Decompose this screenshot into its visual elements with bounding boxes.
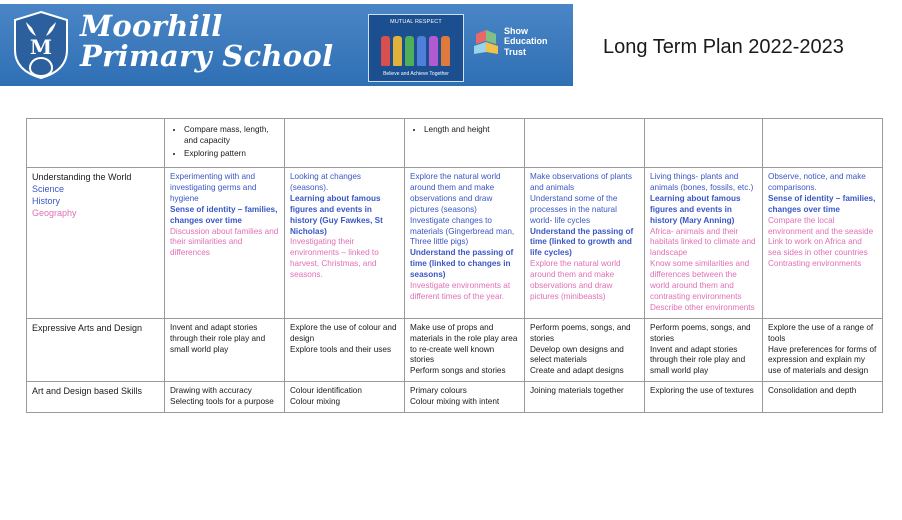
- cell-line: Make observations of plants and animals: [530, 171, 632, 192]
- list-item: • Length and height: [424, 125, 519, 136]
- cell-line: Colour mixing with intent: [410, 397, 500, 407]
- cell-line: Investigate changes to materials (Gingerbread man, Three little pigs): [410, 215, 515, 247]
- trust-line2: Education: [504, 36, 548, 47]
- table-cell: [763, 167, 883, 318]
- cell-line: Africa- animals and their habitats linked to climate and landscape: [650, 226, 756, 258]
- table-cell: [165, 119, 285, 168]
- table-cell: [405, 167, 525, 318]
- cell-line: Consolidation and depth: [768, 386, 857, 396]
- cell-line: Understand some of the processes in the natural world- life cycles: [530, 193, 618, 225]
- cell-line: Perform poems, songs, and stories: [530, 322, 631, 343]
- cell-line: Colour mixing: [290, 397, 341, 407]
- cell-line: Have preferences for forms of expression and explain my use of materials and design: [768, 344, 877, 376]
- table-cell: [763, 119, 883, 168]
- cell-line: Learning about famous figures and events in history (Mary Anning): [650, 193, 741, 225]
- cell-line: Explore the use of a range of tools: [768, 322, 874, 343]
- table-cell: [405, 318, 525, 382]
- cell-line: Drawing with accuracy: [170, 386, 252, 396]
- cell-line: Primary colours: [410, 386, 467, 396]
- table-cell: [285, 382, 405, 413]
- table-cell: [525, 119, 645, 168]
- cell-line: Discussion about families and their similarities and differences: [170, 226, 279, 258]
- long-term-plan-table-wrapper: [26, 118, 882, 413]
- open-book-icon: [472, 28, 500, 54]
- table-cell: [405, 119, 525, 168]
- cell-line: Exploring the use of textures: [650, 386, 754, 396]
- cell-line: Understand the passing of time (linked to changes in seasons): [410, 248, 514, 280]
- cell-line: Looking at changes (seasons).: [290, 171, 362, 192]
- table-cell: [165, 382, 285, 413]
- school-crest-icon: [10, 10, 72, 80]
- table-cell: [763, 318, 883, 382]
- cell-line: Link to work on Africa and sea sides in other countries: [768, 237, 868, 258]
- row-header-cell: [27, 167, 165, 318]
- table-cell: [645, 318, 763, 382]
- cell-line: Understand the passing of time (linked to growth and life cycles): [530, 226, 634, 258]
- row-header-subject: History: [32, 195, 61, 206]
- table-cell: [285, 119, 405, 168]
- cell-line: Explore the natural world around them and make observations and draw pictures (seasons): [410, 171, 501, 214]
- trust-logo: [472, 20, 568, 76]
- table-cell: [405, 382, 525, 413]
- cell-line: Investigate environments at different times of the year.: [410, 281, 511, 301]
- cell-line: Learning about famous figures and events in history (Guy Fawkes, St Nicholas): [290, 193, 383, 236]
- cell-line: Know some similarities and differences between the world around them and contrasting environments: [650, 259, 750, 301]
- table-cell: [525, 167, 645, 318]
- long-term-plan-table: [26, 118, 883, 413]
- list-item: • Exploring pattern: [184, 149, 279, 160]
- row-header-cell: [27, 382, 165, 413]
- svg-text:M: M: [29, 35, 53, 59]
- badge-top-label: MUTUAL RESPECT: [390, 19, 442, 25]
- badge-bottom-label: Believe and Achieve Together: [383, 71, 449, 77]
- cell-line: Selecting tools for a purpose: [170, 397, 274, 407]
- table-row: [27, 382, 883, 413]
- school-name-line1: Moorhill: [80, 9, 223, 43]
- list-item: • Compare mass, length, and capacity: [184, 125, 279, 146]
- cell-line: Explore tools and their uses: [290, 344, 392, 354]
- row-header-title: Understanding the World: [32, 171, 132, 182]
- table-cell: [645, 119, 763, 168]
- cell-line: Living things- plants and animals (bones, fossils, etc.): [650, 171, 754, 192]
- cell-line: Describe other environments: [650, 302, 755, 312]
- cell-line: Compare the local environment and the seaside: [768, 215, 874, 236]
- row-header-cell: [27, 318, 165, 382]
- table-cell: [165, 318, 285, 382]
- cell-line: Experimenting with and investigating germs and hygiene: [170, 171, 257, 203]
- page-header: [0, 0, 902, 90]
- trust-line3: Trust: [504, 46, 527, 57]
- row-header-subject: Geography: [32, 207, 77, 218]
- row-header-subject: Science: [32, 183, 65, 194]
- mutual-respect-badge: [368, 14, 464, 82]
- cell-line: Invent and adapt stories through their role play and small world play: [650, 344, 746, 376]
- table-cell: [285, 167, 405, 318]
- cell-line: Investigating their environments – linked to harvest, Christmas, and seasons.: [290, 237, 379, 280]
- cell-line: Explore the use of colour and design: [290, 322, 397, 343]
- row-header-title: Expressive Arts and Design: [32, 322, 143, 333]
- cell-line: Perform poems, songs, and stories: [650, 322, 751, 343]
- table-row: [27, 119, 883, 168]
- cell-line: Sense of identity – families, changes over time: [170, 204, 278, 225]
- table-cell: [763, 382, 883, 413]
- cell-line: Contrasting environments: [768, 259, 862, 269]
- table-cell: [525, 318, 645, 382]
- cell-line: Explore the natural world around them and make observations and draw pictures (minibeasts): [530, 259, 621, 301]
- cell-line: Invent and adapt stories through their role play and small world play: [170, 322, 266, 354]
- cell-line: Observe, notice, and make comparisons.: [768, 171, 866, 192]
- table-cell: [525, 382, 645, 413]
- table-cell: [645, 167, 763, 318]
- school-name-line2: Primary School: [80, 38, 334, 73]
- cell-line: Develop own designs and select materials: [530, 344, 624, 365]
- row-header-cell: [27, 119, 165, 168]
- cell-line: Joining materials together: [530, 386, 624, 396]
- table-cell: [285, 318, 405, 382]
- row-header-title: Art and Design based Skills: [32, 386, 143, 397]
- page-title: Long Term Plan 2022-2023: [603, 36, 844, 58]
- crayons-icon: [379, 30, 453, 66]
- table-row: [27, 167, 883, 318]
- cell-line: Make use of props and materials in the role play area to re-create well known stories: [410, 322, 518, 365]
- school-name: [80, 9, 334, 73]
- cell-line: Perform songs and stories: [410, 366, 506, 376]
- cell-line: Create and adapt designs: [530, 366, 624, 376]
- school-banner: [0, 4, 573, 86]
- cell-bullet-list: [410, 125, 519, 136]
- cell-bullet-list: [170, 125, 279, 160]
- table-cell: [645, 382, 763, 413]
- trust-line1: Show: [504, 26, 528, 36]
- table-cell: [165, 167, 285, 318]
- cell-line: Sense of identity – families, changes over time: [768, 193, 876, 214]
- cell-line: Colour identification: [290, 386, 362, 396]
- table-row: [27, 318, 883, 382]
